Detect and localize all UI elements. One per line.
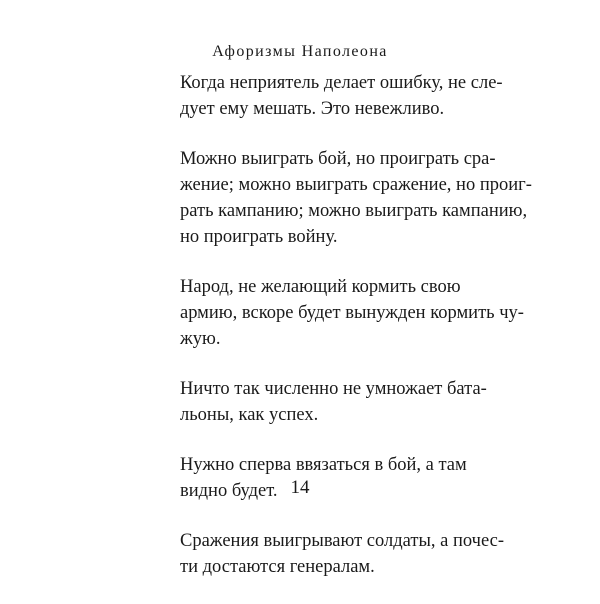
text-line: армию, вскоре будет вынужден кормить чу- — [180, 303, 524, 323]
aphorism-2 — [180, 146, 532, 250]
text-line: Народ, не желающий кормить свою — [180, 277, 461, 297]
aphorism-1 — [180, 70, 503, 122]
text-line: дует ему мешать. Это невежливо. — [180, 99, 445, 119]
aphorism-4 — [180, 376, 487, 428]
text-line: Можно выиграть бой, но проиграть сра- — [180, 149, 496, 169]
text-line: жую. — [180, 329, 221, 349]
text-line: рать кампанию; можно выиграть кампанию, — [180, 201, 528, 221]
text-line: Нужно сперва ввязаться в бой, а там — [180, 455, 467, 475]
aphorism-list — [180, 70, 532, 604]
aphorism-3 — [180, 274, 524, 352]
running-title: Афоризмы Наполеона — [212, 43, 388, 60]
text-line: Когда неприятель делает ошибку, не сле- — [180, 73, 503, 93]
text-line: льоны, как успех. — [180, 405, 319, 425]
text-line: Ничто так численно не умножает бата- — [180, 379, 487, 399]
text-line: видно будет. — [180, 481, 278, 501]
text-line: но проиграть войну. — [180, 227, 338, 247]
aphorism-6 — [180, 528, 505, 580]
text-line: жение; можно выиграть сражение, но проиг- — [180, 175, 532, 195]
page-number: 14 — [290, 477, 310, 498]
text-line: ти достаются генералам. — [180, 557, 375, 577]
text-line: Сражения выигрывают солдаты, а почес- — [180, 531, 505, 551]
